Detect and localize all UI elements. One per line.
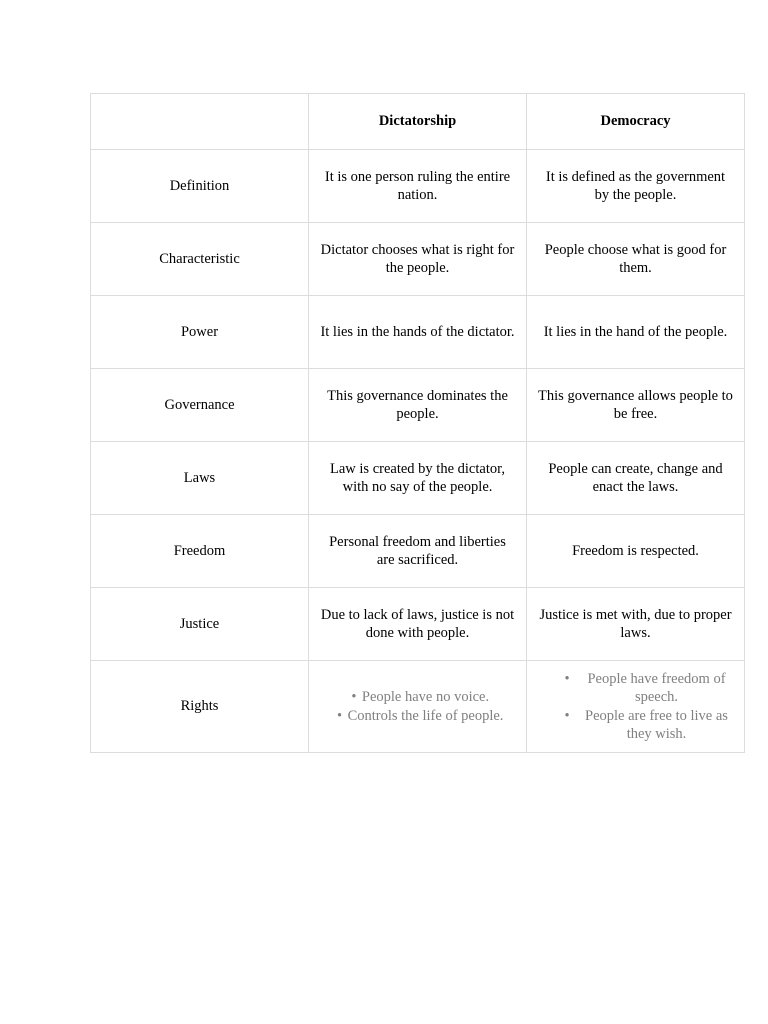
table-row <box>91 369 745 442</box>
table-row <box>91 223 745 296</box>
democracy-cell: It is defined as the government by the people. <box>527 150 745 223</box>
row-label: Power <box>91 296 309 369</box>
dictatorship-rights-list <box>319 688 516 725</box>
list-item-text: People are free to live as they wish. <box>585 707 728 742</box>
bullet-icon: • <box>337 707 343 724</box>
democracy-rights-list <box>537 670 734 744</box>
row-label: Rights <box>91 661 309 753</box>
list-item <box>319 707 516 726</box>
dictatorship-cell: Law is created by the dictator, with no say of the people. <box>309 442 527 515</box>
header-democracy: Democracy <box>527 94 745 150</box>
dictatorship-rights-cell <box>309 661 527 753</box>
democracy-cell: People choose what is good for them. <box>527 223 745 296</box>
dictatorship-cell: Due to lack of laws, justice is not done with people. <box>309 588 527 661</box>
row-label: Characteristic <box>91 223 309 296</box>
table-row <box>91 442 745 515</box>
table-header-row <box>91 94 745 150</box>
list-item-text: People have no voice. <box>361 689 490 705</box>
list-item <box>319 688 516 707</box>
democracy-cell: People can create, change and enact the laws. <box>527 442 745 515</box>
list-item <box>557 670 734 707</box>
democracy-cell: Justice is met with, due to proper laws. <box>527 588 745 661</box>
democracy-cell: It lies in the hand of the people. <box>527 296 745 369</box>
list-item <box>557 707 734 744</box>
row-label: Freedom <box>91 515 309 588</box>
comparison-table <box>90 93 745 753</box>
dictatorship-cell: Personal freedom and liberties are sacrificed. <box>309 515 527 588</box>
row-label: Definition <box>91 150 309 223</box>
bullet-icon: • <box>564 707 570 724</box>
bullet-icon: • <box>564 670 570 687</box>
dictatorship-cell: Dictator chooses what is right for the people. <box>309 223 527 296</box>
header-empty-cell <box>91 94 309 150</box>
header-dictatorship: Dictatorship <box>309 94 527 150</box>
dictatorship-cell: It is one person ruling the entire nation. <box>309 150 527 223</box>
table-row <box>91 588 745 661</box>
democracy-cell: This governance allows people to be free. <box>527 369 745 442</box>
list-item-text: People have freedom of speech. <box>587 670 726 705</box>
table-row-rights <box>91 661 745 753</box>
dictatorship-cell: This governance dominates the people. <box>309 369 527 442</box>
dictatorship-cell: It lies in the hands of the dictator. <box>309 296 527 369</box>
democracy-cell: Freedom is respected. <box>527 515 745 588</box>
democracy-rights-cell <box>527 661 745 753</box>
row-label: Governance <box>91 369 309 442</box>
row-label: Justice <box>91 588 309 661</box>
bullet-icon: • <box>351 689 357 705</box>
table-row <box>91 515 745 588</box>
table-row <box>91 296 745 369</box>
row-label: Laws <box>91 442 309 515</box>
list-item-text: Controls the life of people. <box>347 707 504 724</box>
table-row <box>91 150 745 223</box>
